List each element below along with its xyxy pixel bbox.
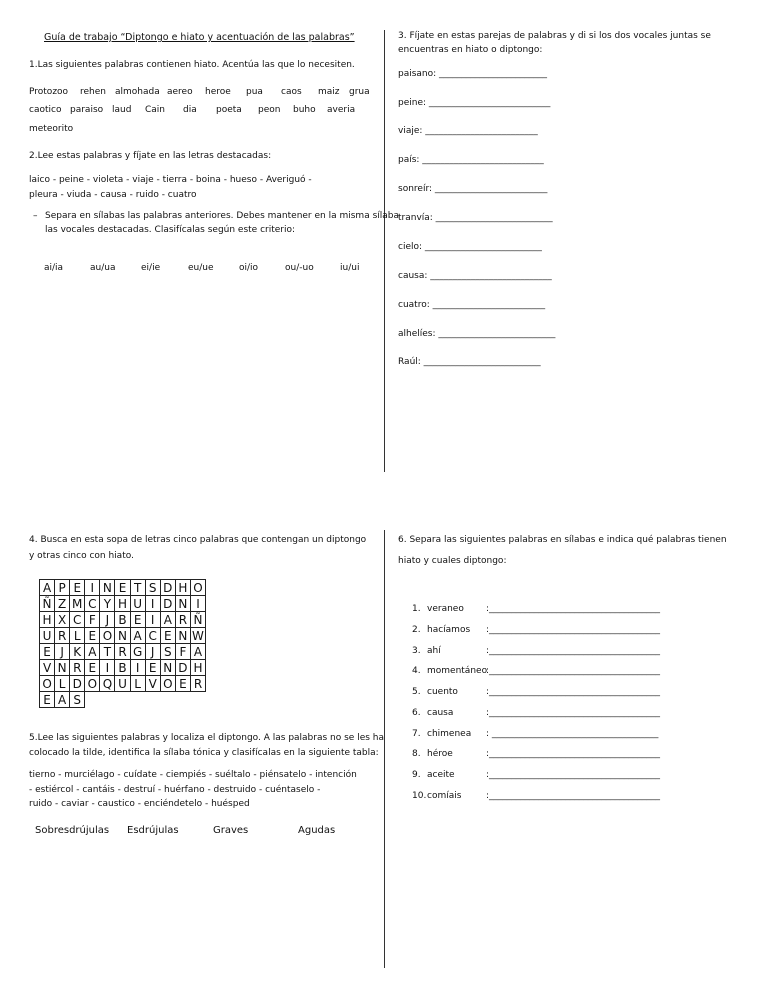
word-search-cell[interactable]: E xyxy=(131,612,146,628)
word-search-cell[interactable]: R xyxy=(115,644,130,660)
word-search-cell[interactable]: E xyxy=(146,660,161,676)
q2-words-line2: pleura - viuda - causa - ruido - cuatro xyxy=(29,190,197,200)
q6-item-word: causa xyxy=(427,708,454,718)
q1-word: grua xyxy=(349,87,370,97)
word-search-cell[interactable]: O xyxy=(40,676,55,692)
q6-item xyxy=(412,749,742,759)
q2-category: oi/io xyxy=(239,263,259,273)
q6-item xyxy=(412,791,742,801)
word-search-cell[interactable]: T xyxy=(100,644,115,660)
word-search-cell[interactable]: G xyxy=(131,644,146,660)
q1-word: laud xyxy=(112,105,132,115)
q6-item-word: veraneo xyxy=(427,604,464,614)
word-search-cell[interactable]: F xyxy=(85,612,100,628)
q6-answer-line[interactable]: : _____________________________________ xyxy=(486,729,659,739)
q2-instruction-line2: las vocales destacadas. Clasifícalas según este criterio: xyxy=(45,225,296,235)
q6-item-word: momentáneo xyxy=(427,666,488,676)
word-search-cell[interactable]: M xyxy=(70,596,85,612)
q6-answer-line[interactable]: :______________________________________ xyxy=(486,646,661,656)
word-search-cell[interactable]: U xyxy=(40,628,55,644)
word-search-cell[interactable]: U xyxy=(131,596,146,612)
word-search-grid xyxy=(39,579,206,708)
word-search-cell[interactable]: N xyxy=(115,628,130,644)
q6-item xyxy=(412,687,742,697)
q6-item-number: 8. xyxy=(412,749,421,759)
bottom-column-divider xyxy=(384,530,385,968)
q3-answer-line[interactable]: viaje: _________________________ xyxy=(398,126,538,136)
word-search-cell[interactable]: C xyxy=(85,596,100,612)
word-search-cell[interactable]: E xyxy=(40,692,55,708)
word-search-cell[interactable]: K xyxy=(70,644,85,660)
q2-category: iu/ui xyxy=(340,263,360,273)
q6-answer-line[interactable]: :______________________________________ xyxy=(486,791,661,801)
word-search-cell[interactable]: D xyxy=(70,676,85,692)
q6-item-word: chimenea xyxy=(427,729,472,739)
q6-item-number: 4. xyxy=(412,666,421,676)
q3-prompt-line2: encuentras en hiato o diptongo: xyxy=(398,45,543,55)
q3-answer-line[interactable]: alhelíes: __________________________ xyxy=(398,329,556,339)
top-column-divider xyxy=(384,30,385,472)
word-search-cell[interactable]: N xyxy=(161,660,176,676)
word-search-cell[interactable]: R xyxy=(70,660,85,676)
word-search-cell[interactable]: N xyxy=(100,580,115,596)
q6-item xyxy=(412,729,742,739)
q1-word: dia xyxy=(183,105,197,115)
q6-answer-line[interactable]: :______________________________________ xyxy=(486,687,661,697)
q1-word: paraiso xyxy=(70,105,104,115)
q6-answer-line[interactable]: :______________________________________ xyxy=(486,625,661,635)
q2-bullet: – xyxy=(33,211,38,221)
q6-item-word: comíais xyxy=(427,791,462,801)
word-search-cell[interactable]: A xyxy=(40,580,55,596)
word-search-cell[interactable]: O xyxy=(161,676,176,692)
q6-item-number: 1. xyxy=(412,604,421,614)
word-search-cell[interactable]: L xyxy=(55,676,70,692)
word-search-cell[interactable]: E xyxy=(85,628,100,644)
q6-item xyxy=(412,646,742,656)
word-search-cell[interactable]: C xyxy=(70,612,85,628)
q5-words-line2: - estiércol - cantáis - destruí - huérfano - destruido - cuéntaselo - xyxy=(29,785,321,795)
q5-category: Sobresdrújulas xyxy=(35,825,110,836)
word-search-cell[interactable]: V xyxy=(146,676,161,692)
q3-answer-line[interactable]: causa: ___________________________ xyxy=(398,271,552,281)
q6-answer-line[interactable]: :______________________________________ xyxy=(486,604,661,614)
word-search-cell[interactable]: A xyxy=(131,628,146,644)
q6-item xyxy=(412,666,742,676)
q2-category: au/ua xyxy=(90,263,116,273)
q2-instruction-line1: Separa en sílabas las palabras anteriores. Debes mantener en la misma sílaba xyxy=(45,211,400,221)
q6-prompt-line1: 6. Separa las siguientes palabras en sílabas e indica qué palabras tienen xyxy=(398,535,727,545)
word-search-cell[interactable]: I xyxy=(191,596,206,612)
q1-word: averia xyxy=(327,105,356,115)
word-search-cell[interactable]: Q xyxy=(100,676,115,692)
q5-prompt-line2: colocado la tilde, identifica la sílaba tónica y clasifícalas en la siguiente tabla: xyxy=(29,748,379,758)
word-search-cell[interactable]: S xyxy=(70,692,85,708)
word-search-cell[interactable]: R xyxy=(176,612,191,628)
q3-prompt-line1: 3. Fíjate en estas parejas de palabras y di si los dos vocales juntas se xyxy=(398,31,711,41)
q3-answer-line[interactable]: cuatro: _________________________ xyxy=(398,300,546,310)
word-search-cell[interactable]: B xyxy=(115,612,130,628)
q1-word: pua xyxy=(246,87,263,97)
word-search-cell[interactable]: U xyxy=(115,676,130,692)
word-search-cell[interactable]: V xyxy=(40,660,55,676)
q6-item xyxy=(412,625,742,635)
q5-category: Esdrújulas xyxy=(127,825,179,836)
word-search-cell[interactable]: E xyxy=(40,644,55,660)
q1-word: Protozoo xyxy=(29,87,69,97)
q1-word: poeta xyxy=(216,105,242,115)
q2-prompt: 2.Lee estas palabras y fíjate en las letras destacadas: xyxy=(29,151,272,161)
word-search-cell[interactable]: F xyxy=(176,644,191,660)
q2-category: eu/ue xyxy=(188,263,214,273)
q6-item-number: 3. xyxy=(412,646,421,656)
q2-words-line1: laico - peine - violeta - viaje - tierra - boina - hueso - Averiguó - xyxy=(29,175,312,185)
q3-answer-line[interactable]: peine: ___________________________ xyxy=(398,98,551,108)
q1-word: meteorito xyxy=(29,124,74,134)
q1-word: almohada xyxy=(115,87,160,97)
q6-answer-line[interactable]: :______________________________________ xyxy=(486,770,661,780)
q6-answer-line[interactable]: :______________________________________ xyxy=(486,666,661,676)
q4-prompt-line2: y otras cinco con hiato. xyxy=(29,551,134,561)
word-search-cell[interactable]: E xyxy=(176,676,191,692)
word-search-cell[interactable]: J xyxy=(100,612,115,628)
q4-prompt-line1: 4. Busca en esta sopa de letras cinco palabras que contengan un diptongo xyxy=(29,535,367,545)
word-search-cell[interactable]: E xyxy=(85,660,100,676)
q6-answer-line[interactable]: :______________________________________ xyxy=(486,749,661,759)
q5-words-line3: ruido - caviar - caustico - enciéndetelo - huésped xyxy=(29,799,250,809)
q6-item-number: 9. xyxy=(412,770,421,780)
q1-word: peon xyxy=(258,105,281,115)
word-search-cell[interactable]: Y xyxy=(100,596,115,612)
word-search-cell[interactable]: D xyxy=(176,660,191,676)
word-search-cell[interactable]: N xyxy=(176,628,191,644)
word-search-cell[interactable]: A xyxy=(55,692,70,708)
q3-answer-line[interactable]: sonreír: _________________________ xyxy=(398,184,548,194)
q6-item-number: 6. xyxy=(412,708,421,718)
q1-word: Cain xyxy=(145,105,166,115)
word-search-cell[interactable]: I xyxy=(100,660,115,676)
q5-category: Agudas xyxy=(298,825,336,836)
q3-answer-line[interactable]: cielo: __________________________ xyxy=(398,242,542,252)
q3-answer-line[interactable]: paisano: ________________________ xyxy=(398,69,548,79)
q2-category: ei/ie xyxy=(141,263,161,273)
word-search-cell[interactable]: J xyxy=(55,644,70,660)
word-search-cell[interactable]: S xyxy=(146,580,161,596)
q6-item-number: 10. xyxy=(412,791,427,801)
word-search-cell[interactable]: I xyxy=(85,580,100,596)
word-search-cell[interactable]: I xyxy=(131,660,146,676)
word-search-cell[interactable]: N xyxy=(55,660,70,676)
q2-category: ou/-uo xyxy=(285,263,314,273)
q1-prompt: 1.Las siguientes palabras contienen hiato. Acentúa las que lo necesiten. xyxy=(29,60,355,70)
word-search-cell[interactable]: A xyxy=(85,644,100,660)
word-search-cell[interactable]: H xyxy=(115,596,130,612)
word-search-cell[interactable]: O xyxy=(85,676,100,692)
q5-words-line1: tierno - murciélago - cuídate - ciempiés - suéltalo - piénsatelo - intención xyxy=(29,770,357,780)
word-search-cell[interactable]: H xyxy=(40,612,55,628)
q6-item xyxy=(412,604,742,614)
word-search-cell[interactable]: Z xyxy=(55,596,70,612)
word-search-cell[interactable]: N xyxy=(176,596,191,612)
q6-item xyxy=(412,770,742,780)
word-search-cell[interactable]: H xyxy=(191,660,206,676)
word-search-cell[interactable]: E xyxy=(70,580,85,596)
q3-answer-line[interactable]: país: ___________________________ xyxy=(398,155,544,165)
q6-item-number: 7. xyxy=(412,729,421,739)
q6-item-word: hacíamos xyxy=(427,625,471,635)
word-search-cell[interactable]: H xyxy=(176,580,191,596)
q6-item-number: 5. xyxy=(412,687,421,697)
word-search-cell[interactable]: I xyxy=(146,612,161,628)
word-search-cell[interactable]: C xyxy=(146,628,161,644)
word-search-cell[interactable]: O xyxy=(100,628,115,644)
word-search-cell[interactable]: E xyxy=(115,580,130,596)
word-search-cell[interactable]: B xyxy=(115,660,130,676)
q5-category: Graves xyxy=(213,825,249,836)
word-search-cell[interactable]: W xyxy=(191,628,206,644)
q1-word: caotico xyxy=(29,105,62,115)
q6-item-word: ahí xyxy=(427,646,441,656)
q6-item-word: cuento xyxy=(427,687,458,697)
q1-word: maiz xyxy=(318,87,340,97)
worksheet-title: Guía de trabajo “Diptongo e hiato y acentuación de las palabras” xyxy=(44,32,355,43)
word-search-cell[interactable]: I xyxy=(146,596,161,612)
q6-item-word: héroe xyxy=(427,749,453,759)
q6-item xyxy=(412,708,742,718)
word-search-cell[interactable]: Ñ xyxy=(40,596,55,612)
word-search-cell[interactable]: L xyxy=(131,676,146,692)
q5-prompt-line1: 5.Lee las siguientes palabras y localiza el diptongo. A las palabras no se les ha xyxy=(29,733,385,743)
word-search-cell[interactable]: T xyxy=(131,580,146,596)
q6-item-number: 2. xyxy=(412,625,421,635)
q6-answer-line[interactable]: :______________________________________ xyxy=(486,708,661,718)
q1-word: aereo xyxy=(167,87,193,97)
word-search-cell[interactable]: X xyxy=(55,612,70,628)
word-search-cell[interactable]: Ñ xyxy=(191,612,206,628)
q2-category: ai/ia xyxy=(44,263,64,273)
word-search-cell[interactable]: A xyxy=(161,612,176,628)
q1-word: rehen xyxy=(80,87,106,97)
word-search-cell[interactable]: O xyxy=(191,580,206,596)
q6-prompt-line2: hiato y cuales diptongo: xyxy=(398,556,507,566)
word-search-cell[interactable]: P xyxy=(55,580,70,596)
q1-word: heroe xyxy=(205,87,231,97)
word-search-cell[interactable]: D xyxy=(161,596,176,612)
word-search-cell[interactable]: E xyxy=(161,628,176,644)
q1-word: caos xyxy=(281,87,302,97)
word-search-cell[interactable]: D xyxy=(161,580,176,596)
word-search-cell[interactable]: J xyxy=(146,644,161,660)
word-search-cell[interactable]: R xyxy=(55,628,70,644)
q3-answer-line[interactable]: Raúl: __________________________ xyxy=(398,357,541,367)
q3-answer-line[interactable]: tranvía: __________________________ xyxy=(398,213,553,223)
word-search-cell[interactable]: L xyxy=(70,628,85,644)
word-search-cell[interactable]: R xyxy=(191,676,206,692)
q1-word: buho xyxy=(293,105,316,115)
word-search-cell[interactable]: S xyxy=(161,644,176,660)
q6-item-word: aceite xyxy=(427,770,455,780)
word-search-cell[interactable]: A xyxy=(191,644,206,660)
